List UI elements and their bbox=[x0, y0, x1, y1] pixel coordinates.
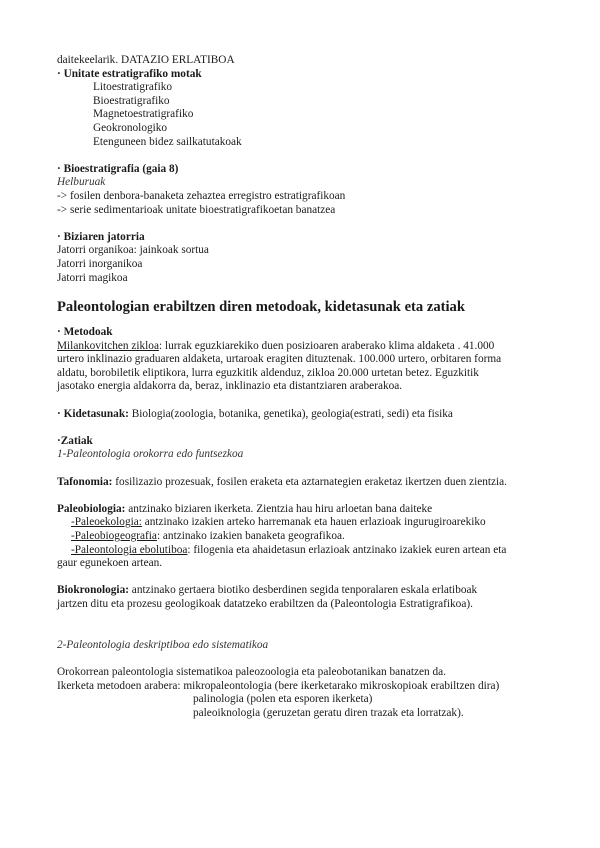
biziaren-item: Jatorri organikoa: jainkoak sortua bbox=[57, 244, 209, 257]
paleo-item bbox=[57, 516, 557, 530]
unitate-item: Geokronologiko bbox=[93, 121, 168, 134]
paleo-item bbox=[57, 530, 557, 544]
metodoak-heading: · Metodoak bbox=[57, 326, 113, 339]
biokronologia-line bbox=[57, 584, 557, 598]
unitate-heading: · Unitate estratigrafiko motak bbox=[57, 67, 202, 80]
tafonomia-label: Tafonomia: bbox=[57, 475, 113, 488]
paleo-item-term: -Paleoekologia: bbox=[71, 516, 142, 529]
metodoak-line bbox=[57, 340, 557, 354]
unitate-item: Litoestratigrafiko bbox=[93, 81, 173, 94]
unitate-item: Etenguneen bidez sailkatutakoak bbox=[93, 135, 242, 148]
zatiak-sub1: 1-Paleontologia orokorra edo funtsezkoa bbox=[57, 448, 244, 461]
paleo-cont: gaur egunekoen artean. bbox=[57, 557, 163, 570]
zatiak-heading: ·Zatiak bbox=[57, 434, 93, 447]
kidetasunak-label: · Kidetasunak: bbox=[57, 407, 129, 420]
paleobiologia-text: antzinako biziaren ikerketa. Zientzia hau hiru arloetan bana daiteke bbox=[125, 502, 433, 515]
paleo-item bbox=[57, 544, 557, 558]
kidetasunak-text: Biologia(zoologia, botanika, genetika), geologia(estrati, sedi) eta fisika bbox=[128, 407, 453, 420]
unitate-item: Magnetoestratigrafiko bbox=[93, 108, 194, 121]
paleo-item-text: : filogenia eta ahaidetasun erlazioak antzinako izakiek euren artean eta bbox=[187, 543, 507, 556]
biziaren-heading: · Biziaren jatorria bbox=[57, 230, 145, 243]
document-page bbox=[57, 54, 557, 720]
biokronologia-cont: jartzen ditu eta prozesu geologikoak datatzeko erabiltzen da (Paleontologia Estratigrafikoa). bbox=[57, 597, 473, 610]
metodoak-text: : lurrak eguzkiarekiko duen posizioaren araberako klima aldaketa . 41.000 bbox=[158, 339, 495, 352]
bioestratigrafia-heading: · Bioestratigrafia (gaia 8) bbox=[57, 162, 179, 175]
zatiak-sub2: 2-Paleontologia deskriptiboa edo sistematikoa bbox=[57, 638, 269, 651]
ikerketa-item: palinologia (polen eta esporen ikerketa) bbox=[193, 693, 373, 706]
paleobiologia-label: Paleobiologia: bbox=[57, 502, 126, 515]
helburuak-item: -> serie sedimentarioak unitate bioestratigrafikoetan banatzea bbox=[57, 203, 336, 216]
paleo-item-text: : antzinako izakien banaketa geografikoa. bbox=[156, 530, 345, 542]
metodoak-line: urtero inklinazio graduaren aldaketa, urtaroak eragiten dituztenak. 100.000 urtero, orbitaren forma bbox=[57, 353, 502, 366]
ikerketa-item: paleoiknologia (geruzetan geratu diren trazak eta lorratzak). bbox=[193, 706, 464, 719]
biziaren-item: Jatorri inorganikoa bbox=[57, 257, 143, 270]
tafonomia-text: fosilizazio prozesuak, fosilen eraketa eta aztarnategien eraketaz ikertzen duen zientzia. bbox=[112, 475, 507, 488]
paleobiologia-line bbox=[57, 503, 557, 517]
helburuak-subheading: Helburuak bbox=[57, 176, 106, 189]
unitate-item: Bioestratigrafiko bbox=[93, 94, 170, 107]
ikerketa-line: Ikerketa metodoen arabera: mikropaleontologia (bere ikerketarako mikroskopioak erabiltzen dira) bbox=[57, 679, 500, 692]
metodoak-line: aldatu, borobiletik eliptikora, lurra eguzkitik aldenduz, zikloa 20.000 urtetan betez. Eguzkitik bbox=[57, 366, 479, 379]
tafonomia-line bbox=[57, 476, 557, 490]
biokronologia-label: Biokronologia: bbox=[57, 584, 129, 597]
biziaren-item: Jatorri magikoa bbox=[57, 271, 128, 284]
biokronologia-text: antzinako gertaera biotiko desberdinen segida tenporalaren eskala erlatiboak bbox=[128, 584, 478, 597]
orokor-line: Orokorrean paleontologia sistematikoa paleozoologia eta paleobotanikan banatzen da. bbox=[57, 665, 446, 678]
metodoak-line: jasotako energia aldakorra da, beraz, inklinazio eta distantziaren araberakoa. bbox=[57, 380, 403, 393]
helburuak-item: -> fosilen denbora-banaketa zehaztea erregistro estratigrafikoan bbox=[57, 189, 346, 202]
main-title: Paleontologian erabiltzen diren metodoak, kidetasunak eta zatiak bbox=[57, 299, 465, 316]
paleo-item-term: -Paleontologia ebolutiboa bbox=[71, 543, 188, 556]
top-line: daitekeelarik. DATAZIO ERLATIBOA bbox=[57, 54, 235, 66]
kidetasunak-line bbox=[57, 408, 557, 422]
paleo-item-text: antzinako izakien arteko harremanak eta hauen erlazioak ingurugiroarekiko bbox=[141, 516, 486, 529]
milankovitch-term: Milankovitchen zikloa bbox=[57, 339, 159, 352]
paleo-item-term: -Paleobiogeografia bbox=[71, 530, 157, 542]
